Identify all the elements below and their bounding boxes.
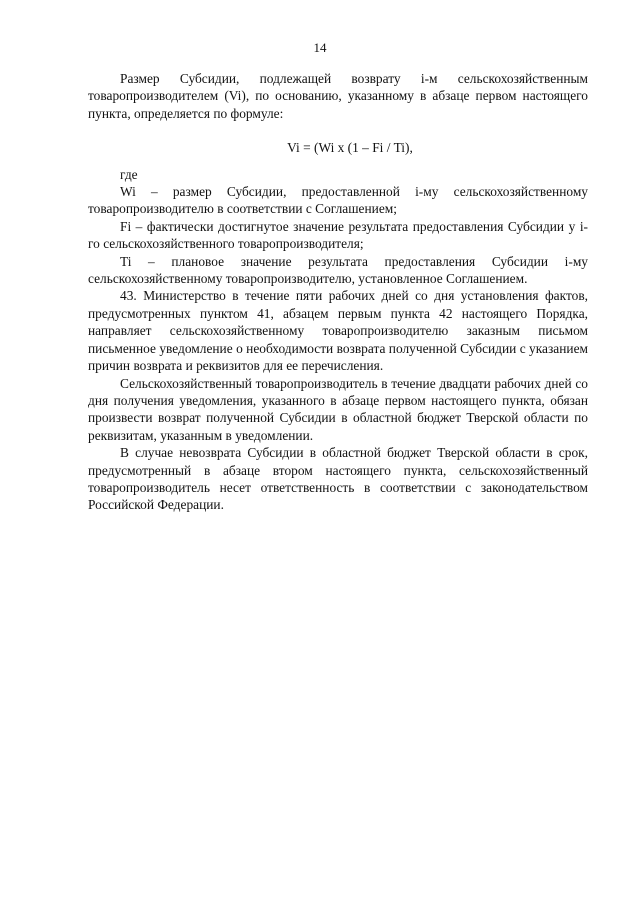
page-number: 14 <box>313 40 327 55</box>
definition-ti: Ti – плановое значение результата предоставления Субсидии i-му сельскохозяйственному товаропроизводителю, установленное Соглашением. <box>88 253 588 287</box>
where-label: где <box>120 166 138 182</box>
definition-fi: Fi – фактически достигнутое значение результата предоставления Субсидии у i-го сельскохозяйственного товаропроизводителя; <box>88 218 588 252</box>
paragraph-non-return: В случае невозврата Субсидии в областной бюджет Тверской области в срок, предусмотренный в абзаце втором настоящего пункта, сельскохозяйственный товаропроизводитель несет ответственность в соответствии с законодательством Российской Федерации. <box>88 445 588 513</box>
formula: Vi = (Wi x (1 – Fi / Ti), <box>287 140 413 156</box>
paragraph-clause-43: 43. Министерство в течение пяти рабочих дней со дня установления фактов, предусмотренных пунктом 41, абзацем первым пункта 42 настоящего Порядка, направляет сельскохозяйственному товаропроизводителю заказным письмом письменное уведомление о необходимости возврата полученной Субсидии с указанием причин возврата и реквизитов для ее перечисления. <box>88 288 588 374</box>
paragraph-intro: Размер Субсидии, подлежащей возврату i-м сельскохозяйственным товаропроизводителем (Vi), по основанию, указанному в абзаце первом настоящего пункта, определяется по формуле: <box>88 71 588 121</box>
document-body <box>88 70 588 514</box>
definition-wi: Wi – размер Субсидии, предоставленной i-му сельскохозяйственному товаропроизводителю в соответствии с Соглашением; <box>88 184 588 217</box>
paragraph-producer-obligation: Сельскохозяйственный товаропроизводитель в течение двадцати рабочих дней со дня получения уведомления, указанного в абзаце первом настоящего пункта, обязан произвести возврат полученной Субсидии в областной бюджет Тверской области по реквизитам, указанным в уведомлении. <box>88 375 588 443</box>
